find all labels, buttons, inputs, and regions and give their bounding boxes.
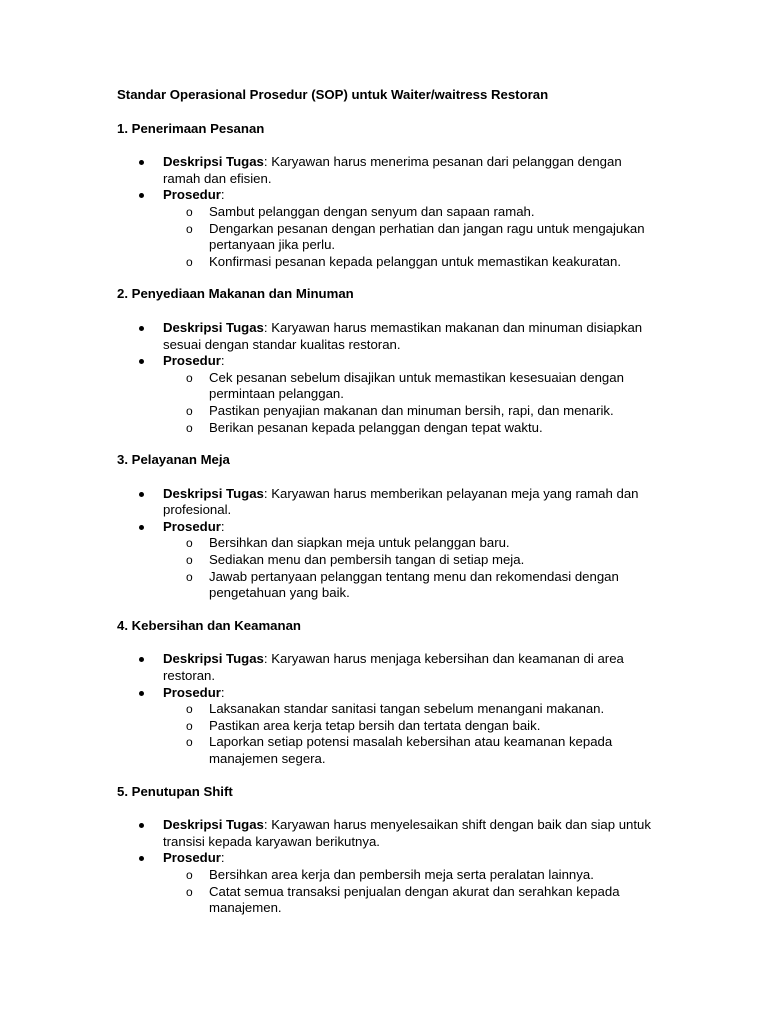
- procedure-item: [163, 685, 657, 768]
- procedure-step-list: [163, 701, 657, 767]
- task-description-item: [163, 651, 657, 684]
- label-colon: :: [263, 651, 272, 667]
- circle-bullet-icon: o: [186, 718, 193, 733]
- task-description-text: Karyawan harus memastikan makanan dan minuman disiapkan sesuai dengan standar kualitas restoran.: [163, 319, 643, 352]
- task-description-item: [163, 154, 657, 187]
- procedure-item: [163, 519, 657, 602]
- section-bullet-list: [117, 817, 657, 917]
- label-colon: :: [220, 850, 225, 866]
- procedure-step-list: [163, 535, 657, 601]
- label-colon: :: [263, 485, 272, 501]
- circle-bullet-icon: o: [186, 569, 193, 584]
- label-colon: :: [220, 684, 225, 700]
- task-description-text: Karyawan harus menyelesaikan shift dengan baik dan siap untuk transisi kepada karyawan berikutnya.: [163, 817, 651, 849]
- procedure-step-text: Pastikan area kerja tetap bersih dan tertata dengan baik.: [209, 717, 541, 733]
- section-bullet-list: [117, 154, 657, 270]
- document-title: Standar Operasional Prosedur (SOP) untuk Waiter/waitress Restoran: [117, 87, 549, 102]
- label-colon: :: [220, 518, 225, 534]
- procedure-step-text: Pastikan penyajian makanan dan minuman bersih, rapi, dan menarik.: [209, 402, 614, 418]
- task-description-item: [163, 817, 657, 850]
- task-description-text: Karyawan harus menerima pesanan dari pelanggan dengan ramah dan efisien.: [163, 154, 622, 186]
- procedure-step: [186, 883, 657, 917]
- circle-bullet-icon: o: [186, 254, 193, 269]
- circle-bullet-icon: o: [186, 702, 193, 717]
- circle-bullet-icon: o: [186, 403, 193, 418]
- circle-bullet-icon: o: [186, 370, 193, 385]
- section-bullet-list: [117, 486, 657, 602]
- procedure-step: [186, 734, 657, 767]
- document-body: [117, 87, 657, 933]
- procedure-step: [186, 552, 657, 569]
- procedure-step-list: [163, 867, 657, 917]
- circle-bullet-icon: o: [186, 867, 193, 882]
- circle-bullet-icon: o: [186, 204, 193, 219]
- procedure-step-text: Sediakan menu dan pembersih tangan di setiap meja.: [209, 552, 525, 568]
- procedure-step: [186, 402, 657, 420]
- section-bullet-list: [117, 320, 657, 436]
- procedure-step: [186, 369, 657, 403]
- procedure-step: [186, 717, 657, 735]
- sop-section: [117, 286, 657, 436]
- sop-section: [117, 784, 657, 917]
- section-heading: 2. Penyediaan Makanan dan Minuman: [117, 286, 354, 302]
- procedure-step: [186, 203, 657, 221]
- procedure-step-list: [163, 204, 657, 270]
- label-colon: :: [263, 154, 272, 170]
- section-heading: 4. Kebersihan dan Keamanan: [117, 617, 301, 633]
- procedure-step-text: Sambut pelanggan dengan senyum dan sapaan ramah.: [209, 203, 535, 219]
- task-description-label: Deskripsi Tugas: [163, 651, 264, 667]
- procedure-item: [163, 187, 657, 270]
- procedure-step: [186, 701, 657, 718]
- task-description-item: [163, 320, 657, 353]
- procedure-step: [186, 568, 657, 602]
- procedure-label: Prosedur: [163, 518, 221, 534]
- procedure-item: [163, 353, 657, 436]
- circle-bullet-icon: o: [186, 553, 193, 568]
- sop-section: [117, 452, 657, 602]
- procedure-step-text: Berikan pesanan kepada pelanggan dengan tepat waktu.: [209, 419, 543, 435]
- procedure-step: [186, 220, 657, 254]
- task-description-label: Deskripsi Tugas: [163, 817, 264, 833]
- sop-section: [117, 121, 657, 271]
- task-description-label: Deskripsi Tugas: [163, 154, 264, 170]
- procedure-label: Prosedur: [163, 850, 221, 866]
- procedure-step-text: Bersihkan dan siapkan meja untuk pelanggan baru.: [209, 535, 510, 551]
- procedure-step-text: Catat semua transaksi penjualan dengan akurat dan serahkan kepada manajemen.: [209, 883, 620, 916]
- task-description-label: Deskripsi Tugas: [163, 319, 264, 335]
- procedure-label: Prosedur: [163, 187, 221, 203]
- circle-bullet-icon: o: [186, 221, 193, 236]
- procedure-step-text: Konfirmasi pesanan kepada pelanggan untuk memastikan keakuratan.: [209, 253, 622, 269]
- sop-section: [117, 618, 657, 768]
- procedure-label: Prosedur: [163, 684, 221, 700]
- section-heading: 3. Pelayanan Meja: [117, 452, 230, 468]
- procedure-step-text: Laksanakan standar sanitasi tangan sebelum menangani makanan.: [209, 701, 605, 717]
- label-colon: :: [263, 817, 272, 833]
- procedure-step: [186, 419, 657, 437]
- procedure-step-text: Bersihkan area kerja dan pembersih meja serta peralatan lainnya.: [209, 866, 594, 882]
- procedure-step-text: Cek pesanan sebelum disajikan untuk memastikan kesesuaian dengan permintaan pelanggan.: [209, 369, 624, 402]
- procedure-item: [163, 850, 657, 916]
- circle-bullet-icon: o: [186, 536, 193, 551]
- procedure-step-text: Jawab pertanyaan pelanggan tentang menu dan rekomendasi dengan pengetahuan yang baik.: [209, 568, 619, 601]
- circle-bullet-icon: o: [186, 735, 193, 750]
- sop-sections: [117, 121, 657, 917]
- procedure-step: [186, 535, 657, 552]
- label-colon: :: [220, 353, 225, 369]
- label-colon: :: [220, 187, 225, 203]
- label-colon: :: [263, 319, 272, 335]
- task-description-label: Deskripsi Tugas: [163, 485, 264, 501]
- procedure-step: [186, 866, 657, 884]
- section-heading: 5. Penutupan Shift: [117, 783, 233, 799]
- task-description-text: Karyawan harus menjaga kebersihan dan keamanan di area restoran.: [163, 651, 624, 684]
- circle-bullet-icon: o: [186, 884, 193, 899]
- procedure-step-list: [163, 370, 657, 436]
- procedure-step-text: Laporkan setiap potensi masalah kebersihan atau keamanan kepada manajemen segera.: [209, 734, 613, 766]
- procedure-label: Prosedur: [163, 353, 221, 369]
- section-bullet-list: [117, 651, 657, 767]
- section-heading: 1. Penerimaan Pesanan: [117, 120, 265, 136]
- procedure-step-text: Dengarkan pesanan dengan perhatian dan jangan ragu untuk mengajukan pertanyaan jika perlu.: [209, 220, 645, 253]
- task-description-text: Karyawan harus memberikan pelayanan meja yang ramah dan profesional.: [163, 485, 639, 518]
- circle-bullet-icon: o: [186, 420, 193, 435]
- procedure-step: [186, 253, 657, 271]
- task-description-item: [163, 486, 657, 519]
